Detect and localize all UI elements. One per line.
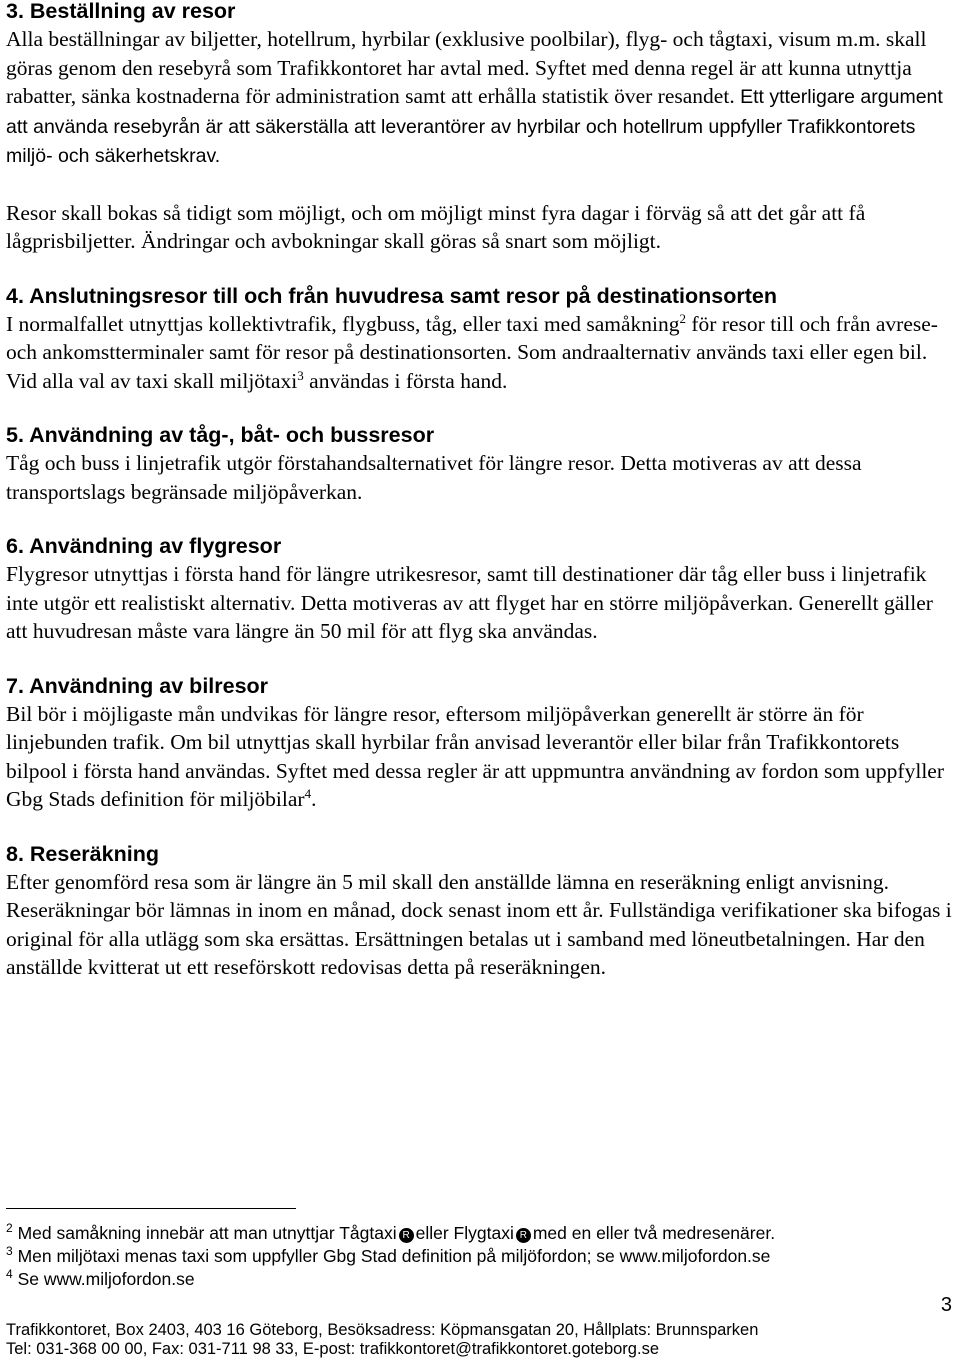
footnote-4-text: Se www.miljofordon.se	[17, 1269, 195, 1289]
section-7-heading: 7. Användning av bilresor	[6, 673, 269, 698]
section-4-text-b: för resor till och från avrese- och ankomstterminaler samt för resor på destinationsorten. Som andraalternativ används taxi eller egen bil. Vid alla val av taxi skall miljötaxi	[6, 311, 938, 393]
section-3-paragraph-2: Resor skall bokas så tidigt som möjligt, och om möjligt minst fyra dagar i förväg så att det går att få lågprisbiljetter. Ändringar och avbokningar skall göras så snart som möjligt.	[6, 200, 866, 253]
footnote-ref-4[interactable]: 4	[304, 785, 312, 801]
registered-icon: R	[399, 1228, 414, 1243]
section-3-text-b: Syftet med denna regel är att kunna utnyttja rabatter, sänka kostnaderna för administration samt att erhålla statistik över resandet.	[6, 55, 912, 108]
section-4-heading: 4. Anslutningsresor till och från huvudresa samt resor på destinationsorten	[6, 283, 777, 308]
registered-icon: R	[516, 1228, 531, 1243]
section-8-heading: 8. Reseräkning	[6, 841, 159, 866]
section-7-text-b: .	[311, 787, 317, 811]
footnote-3	[6, 1245, 770, 1267]
footnote-2-text-c: med en eller två medresenärer.	[532, 1223, 776, 1243]
footnote-divider	[6, 1208, 296, 1209]
section-3-text-c: Ett ytterligare argument att använda resebyrån är att säkerställa att leverantörer av hyrbilar och hotellrum uppfyller Trafikkontorets miljö- och säkerhetskrav.	[6, 86, 943, 167]
footer-address: Trafikkontoret, Box 2403, 403 16 Göteborg, Besöksadress: Köpmansgatan 20, Hållplats: Brunnsparken	[6, 1321, 759, 1339]
footnote-3-number: 3	[6, 1244, 13, 1259]
section-5-paragraph: Tåg och buss i linjetrafik utgör förstahandsalternativet för längre resor. Detta motiveras av att dessa transportslags begränsade miljöpåverkan.	[6, 451, 862, 504]
section-5-heading: 5. Användning av tåg-, båt- och bussresor	[6, 423, 435, 447]
page-number: 3	[940, 1294, 952, 1316]
footnote-ref-3[interactable]: 3	[297, 367, 304, 383]
section-3-heading: 3. Beställning av resor	[6, 0, 236, 23]
section-6-heading: 6. Användning av flygresor	[6, 534, 282, 558]
footnote-ref-2[interactable]: 2	[679, 310, 687, 326]
section-3-text-a: Alla beställningar av biljetter, hotellrum, hyrbilar (exklusive poolbilar), flyg- och tågtaxi, visum m.m. skall göras genom den resebyrå som Trafikkontoret har avtal med.	[6, 27, 927, 80]
section-4-text-c: användas i första hand.	[303, 368, 508, 393]
section-7-paragraph	[6, 700, 954, 814]
footnote-2-number: 2	[6, 1221, 13, 1236]
section-3-paragraph-1	[6, 25, 954, 171]
footer-contact: Tel: 031-368 00 00, Fax: 031-711 98 33, E-post: trafikkontoret@trafikkontoret.goteborg.se	[6, 1340, 659, 1358]
footnote-3-text: Men miljötaxi menas taxi som uppfyller Gbg Stad definition på miljöfordon; se www.miljofordon.se	[17, 1246, 771, 1266]
section-4-paragraph	[6, 310, 954, 396]
footnote-4	[6, 1268, 195, 1290]
section-8-paragraph: Efter genomförd resa som är längre än 5 mil skall den anställde lämna en reseräkning enligt anvisning. Reseräkningar bör lämnas in inom en månad, dock senast inom ett år. Fullständiga verifikationer ska bifogas i original för alla utlägg som ska ersättas. Ersättningen betalas ut i samband med löneutbetalningen. Har den anställde kvitterat ut ett reseförskott redovisas detta på reseräkningen.	[6, 869, 952, 979]
footnote-2-text-b: eller Flygtaxi	[415, 1223, 514, 1243]
footnote-4-number: 4	[6, 1267, 13, 1282]
section-7-text-a: Bil bör i möjligaste mån undvikas för längre resor, eftersom miljöpåverkan generellt är större än för linjebunden trafik. Om bil utnyttjas skall hyrbilar från anvisad leverantör eller bilar från Trafikkontorets bilpool i första hand användas. Syftet med dessa regler är att uppmuntra användning av fordon som uppfyller Gbg Stads definition för miljöbilar	[6, 701, 944, 811]
footnote-2-text-a: Med samåkning innebär att man utnyttjar Tågtaxi	[17, 1223, 397, 1243]
document-page	[6, 0, 954, 982]
section-6-paragraph: Flygresor utnyttjas i första hand för längre utrikesresor, samt till destinationer där tåg eller buss i linjetrafik inte utgör ett realistiskt alternativ. Detta motiveras av att flyget har en större miljöpåverkan. Generellt gäller att huvudresan måste vara längre än 50 mil för att flyg ska användas.	[6, 562, 933, 643]
footnote-2	[6, 1222, 775, 1244]
section-4-text-a: I normalfallet utnyttjas kollektivtrafik, flygbuss, tåg, eller taxi med samåkning	[6, 311, 680, 336]
